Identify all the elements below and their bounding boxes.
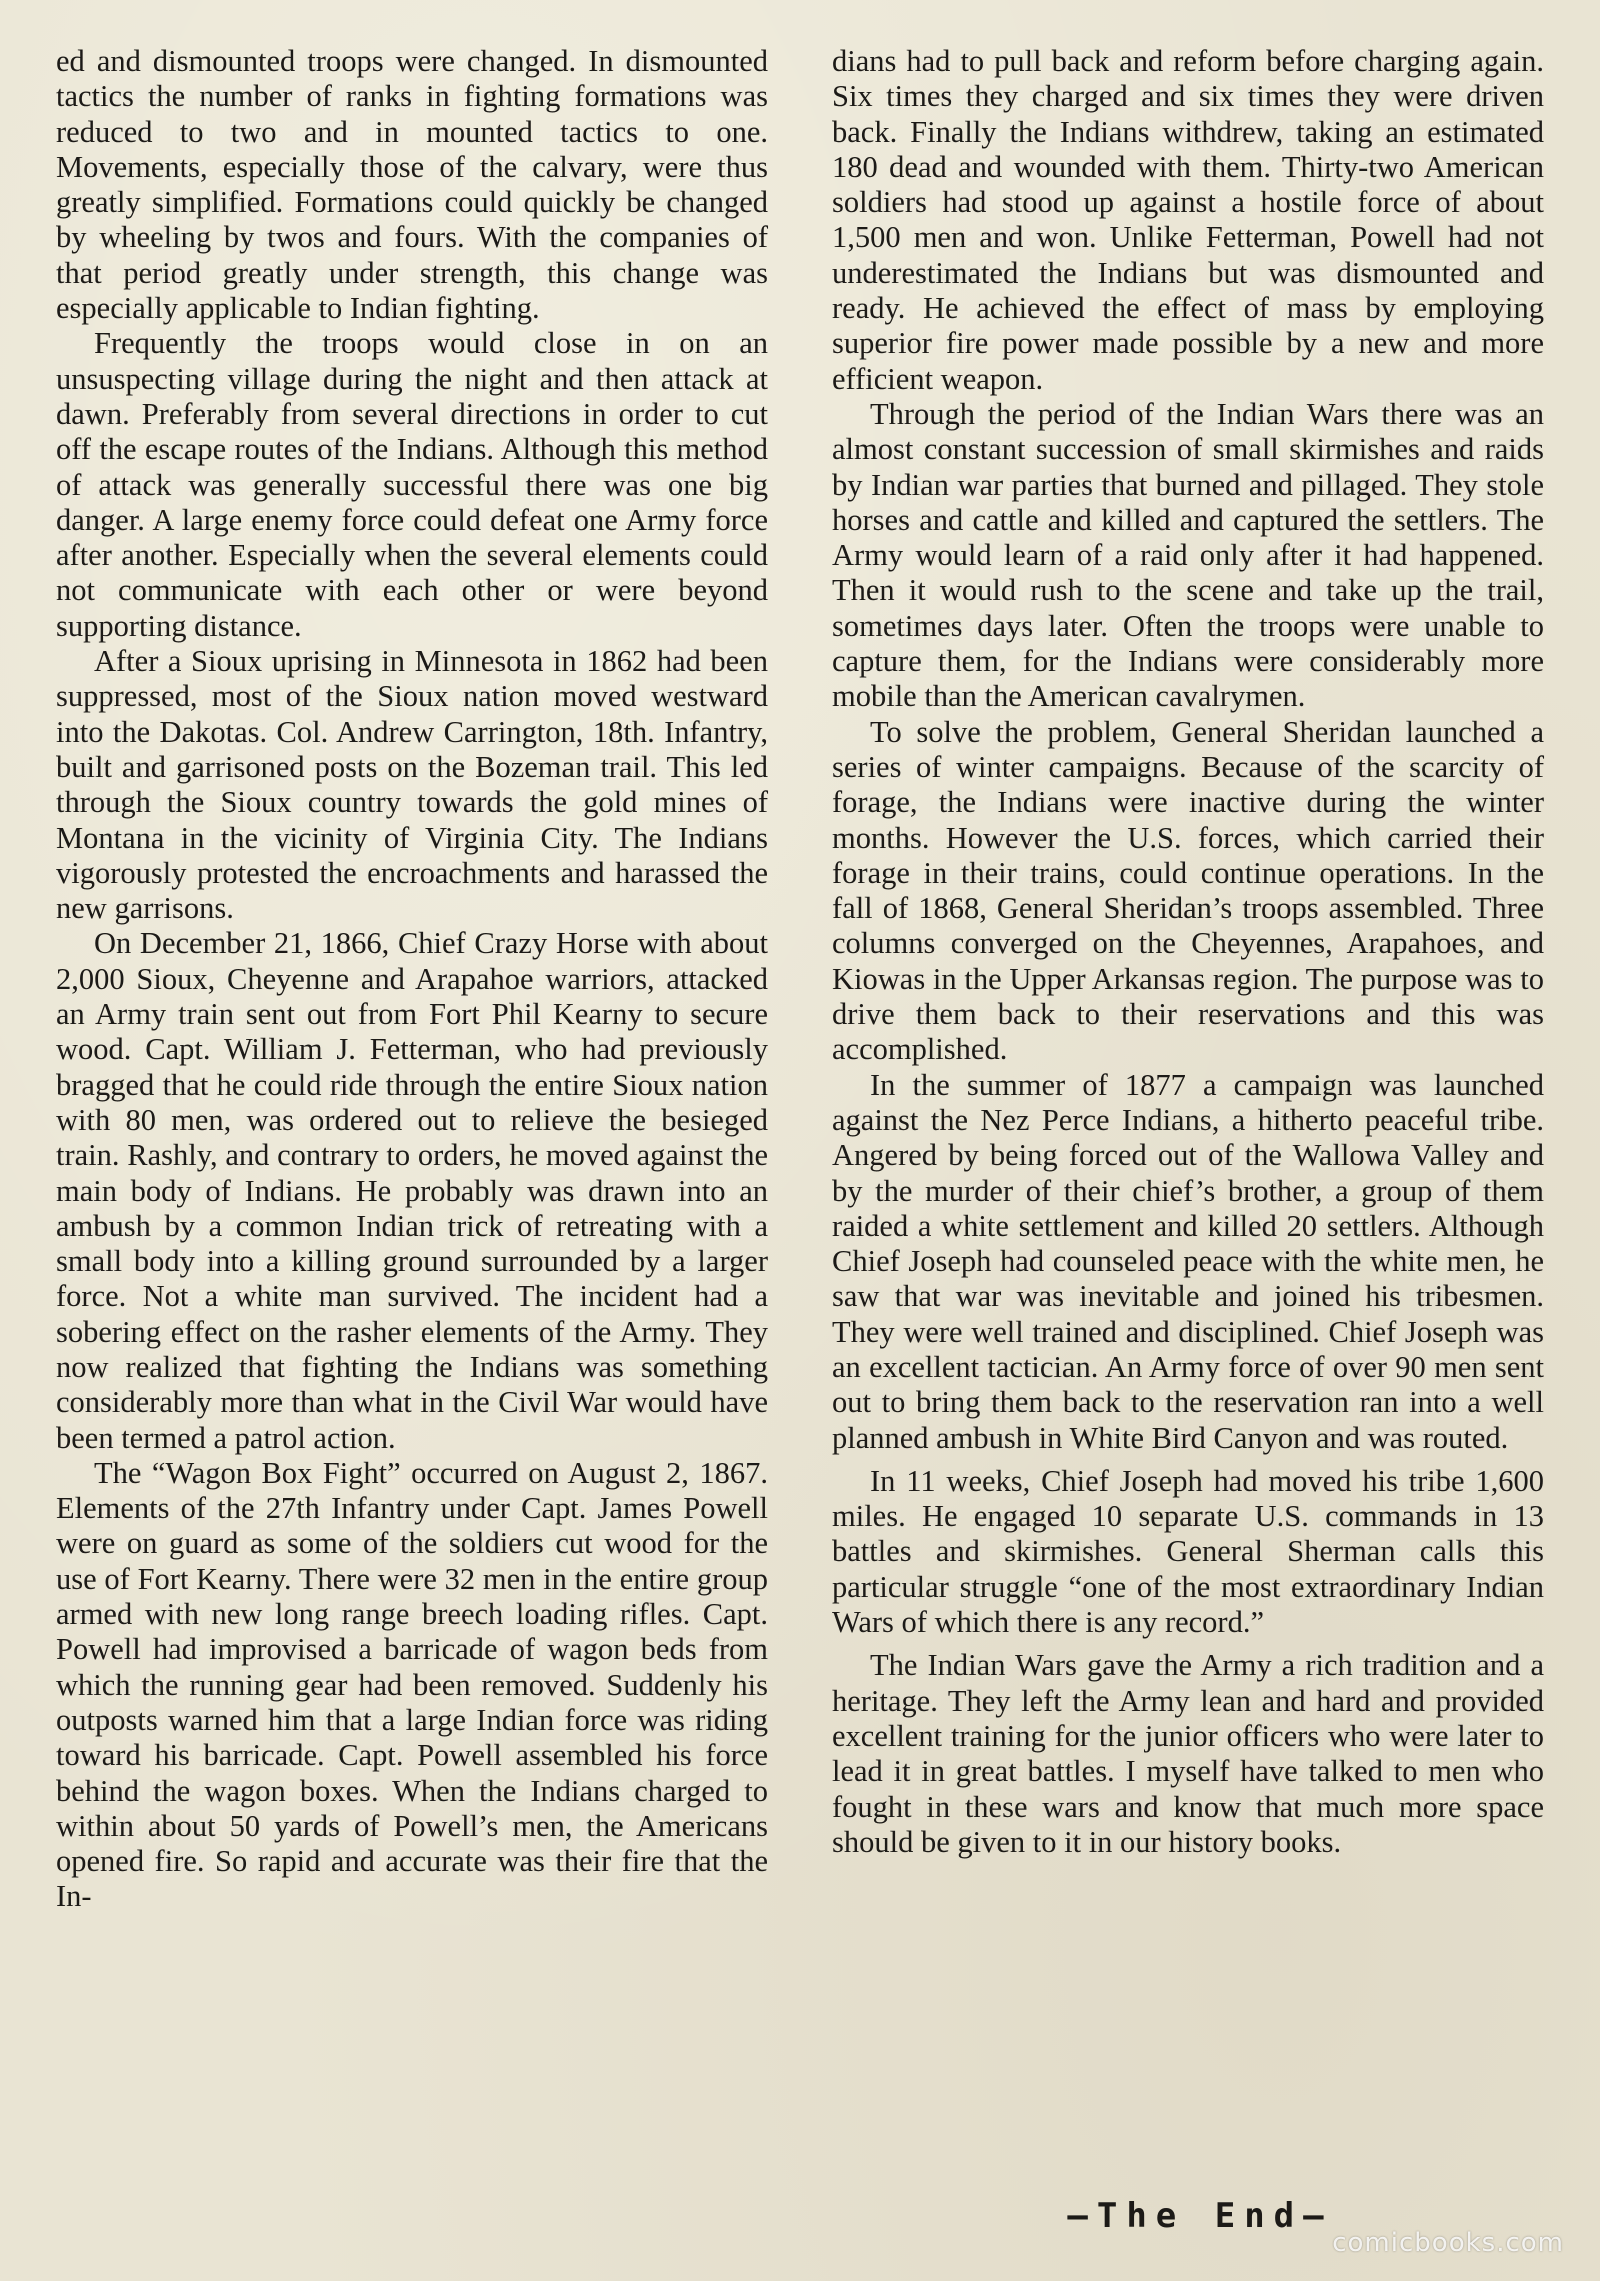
paragraph: After a Sioux uprising in Minnesota in 1862 had been suppressed, most of the Sioux nation moved westward into the Dakotas. Col. Andrew Carrington, 18th. Infantry, built and garrisoned posts on the Bozeman trail. This led through the Sioux country towards the gold mines of Montana in the vicinity of Virginia City. The Indians vigorously protested the encroachments and harassed the new garrisons.	[56, 644, 768, 926]
watermark: comicbooks.com	[1332, 2228, 1564, 2258]
paragraph: dians had to pull back and reform before charging again. Six times they charged and six times they were driven back. Finally the Indians withdrew, taking an estimated 180 dead and wounded with them. Thirty-two American soldiers had stood up against a hostile force of about 1,500 men and won. Unlike Fetterman, Powell had not underestimated the Indians but was dismounted and ready. He achieved the effect of mass by employing superior fire power made possible by a new and more efficient weapon.	[832, 44, 1544, 396]
paragraph: On December 21, 1866, Chief Crazy Horse with about 2,000 Sioux, Cheyenne and Arapahoe warriors, attacked an Army train sent out from Fort Phil Kearny to secure wood. Capt. William J. Fetterman, who had previously bragged that he could ride through the entire Sioux nation with 80 men, was ordered out to relieve the besieged train. Rashly, and contrary to orders, he moved against the main body of Indians. He probably was drawn into an ambush by a common Indian trick of retreating with a small body into a killing ground surrounded by a larger force. Not a white man survived. The incident had a sobering effect on the rasher elements of the Army. They now realized that fighting the Indians was something considerably more than what in the Civil War would have been termed a patrol action.	[56, 926, 768, 1455]
paragraph: In the summer of 1877 a campaign was launched against the Nez Perce Indians, a hitherto peaceful tribe. Angered by being forced out of the Wallowa Valley and by the murder of their chief’s brother, a group of them raided a white settlement and killed 20 settlers. Although Chief Joseph had counseled peace with the white men, he saw that war was inevitable and joined his tribesmen. They were well trained and disciplined. Chief Joseph was an excellent tactician. An Army force of over 90 men sent out to bring them back to the reservation ran into a well planned ambush in White Bird Canyon and was routed.	[832, 1067, 1544, 1455]
paragraph: Through the period of the Indian Wars there was an almost constant succession of small skirmishes and raids by Indian war parties that burned and pillaged. They stole horses and cattle and killed and captured the settlers. The Army would learn of a raid only after it had happened. Then it would rush to the scene and take up the trail, sometimes days later. Often the troops were unable to capture them, for the Indians were considerably more mobile than the American cavalrymen.	[832, 396, 1544, 714]
paragraph: The Indian Wars gave the Army a rich tradition and a heritage. They left the Army lean and hard and provided excellent training for the junior officers who were later to lead it in great battles. I myself have talked to men who fought in these wars and know that much more space should be given to it in our history books.	[832, 1648, 1544, 1859]
paragraph: The “Wagon Box Fight” occurred on August 2, 1867. Elements of the 27th Infantry under Capt. James Powell were on guard as some of the soldiers cut wood for the use of Fort Kearny. There were 32 men in the entire group armed with new long range breech loading rifles. Capt. Powell had improvised a barricade of wagon beds from which the running gear had been removed. Suddenly his outposts warned him that a large Indian force was riding toward his barricade. Capt. Powell assembled his force behind the wagon boxes. When the Indians charged to within about 50 yards of Powell’s men, the Americans opened fire. So rapid and accurate was their fire that the In-	[56, 1455, 768, 1914]
right-column	[832, 44, 1544, 1860]
the-end-label: —The End—	[1067, 2196, 1333, 2236]
paragraph: In 11 weeks, Chief Joseph had moved his tribe 1,600 miles. He engaged 10 separate U.S. commands in 13 battles and skirmishes. General Sherman calls this particular struggle “one of the most extraordinary Indian Wars of which there is any record.”	[832, 1463, 1544, 1640]
paragraph: To solve the problem, General Sheridan launched a series of winter campaigns. Because of the scarcity of forage, the Indians were inactive during the winter months. However the U.S. forces, which carried their forage in their trains, could continue operations. In the fall of 1868, General Sheridan’s troops assembled. Three columns converged on the Cheyennes, Arapahoes, and Kiowas in the Upper Arkansas region. The purpose was to drive them back to their reservations and this was accomplished.	[832, 714, 1544, 1067]
paragraph: ed and dismounted troops were changed. In dismounted tactics the number of ranks in fighting formations was reduced to two and in mounted tactics to one. Movements, especially those of the calvary, were thus greatly simplified. Formations could quickly be changed by wheeling by twos and fours. With the companies of that period greatly under strength, this change was especially applicable to Indian fighting.	[56, 44, 768, 326]
left-column	[56, 44, 768, 1915]
paragraph: Frequently the troops would close in on an unsuspecting village during the night and then attack at dawn. Preferably from several directions in order to cut off the escape routes of the Indians. Although this method of attack was generally successful there was one big danger. A large enemy force could defeat one Army force after another. Especially when the several elements could not communicate with each other or were beyond supporting distance.	[56, 326, 768, 643]
